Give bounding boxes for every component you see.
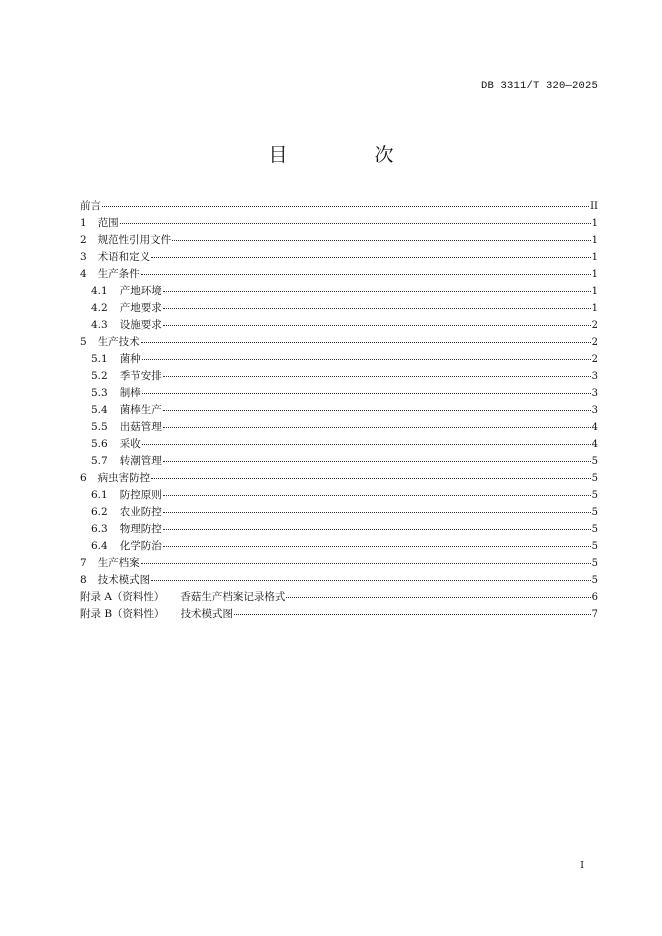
toc-entry-number: 6 (80, 472, 87, 484)
toc-entry-number: 3 (80, 251, 87, 263)
toc-entry[interactable] (80, 541, 598, 552)
toc-entry-page: 5 (591, 473, 598, 484)
toc-entry-label: 转潮管理 (119, 455, 162, 467)
toc-entry[interactable] (80, 524, 598, 535)
toc-entry-label: 防控原则 (119, 489, 162, 501)
toc-leader-dots (163, 426, 591, 428)
toc-entry-page: 2 (591, 337, 598, 348)
toc-leader-dots (151, 579, 590, 581)
toc-entry-label: 制棒 (119, 387, 141, 399)
toc-entry[interactable] (80, 320, 598, 331)
toc-entry[interactable] (80, 269, 598, 280)
toc-entry[interactable] (80, 473, 598, 484)
toc-entry-page: 5 (591, 541, 598, 552)
toc-leader-dots (163, 545, 591, 547)
toc-entry-page: 2 (591, 320, 598, 331)
toc-leader-dots (151, 477, 590, 479)
toc-leader-dots (163, 460, 591, 462)
toc-entry-number: 7 (80, 557, 87, 569)
toc-entry-page: 1 (591, 286, 598, 297)
toc-entry-label: 季节安排 (119, 370, 162, 382)
toc-entry-number: 5.2 (91, 370, 108, 382)
toc-entry-number: 4 (80, 268, 87, 280)
toc-entry-label: 香菇生产档案记录格式 (180, 591, 286, 603)
toc-entry[interactable] (80, 201, 598, 212)
toc-entry-page: 5 (591, 490, 598, 501)
toc-entry-label: 出菇管理 (119, 421, 162, 433)
toc-entry-number: 附录 B（资料性） (80, 608, 165, 620)
toc-entry-page: 3 (591, 405, 598, 416)
toc-leader-dots (120, 222, 591, 224)
toc-leader-dots (234, 613, 591, 615)
toc-entry-number: 5.3 (91, 387, 108, 399)
toc-leader-dots (142, 358, 591, 360)
toc-entry-page: 2 (591, 354, 598, 365)
toc-leader-dots (142, 443, 591, 445)
toc-entry-number: 8 (80, 574, 87, 586)
toc-entry[interactable] (80, 575, 598, 586)
toc-entry[interactable] (80, 456, 598, 467)
toc-entry-number: 5.4 (91, 404, 108, 416)
toc-entry[interactable] (80, 303, 598, 314)
toc-entry-page: 3 (591, 388, 598, 399)
toc-leader-dots (102, 205, 589, 207)
toc-entry-label: 前言 (80, 200, 101, 212)
toc-leader-dots (141, 341, 591, 343)
toc-entry-label: 农业防控 (119, 506, 162, 518)
toc-entry-label: 技术模式图 (180, 608, 234, 620)
toc-entry-label: 生产条件 (97, 268, 140, 280)
toc-leader-dots (163, 324, 591, 326)
toc-entry-page: II (590, 201, 598, 212)
toc-entry-page: 5 (591, 524, 598, 535)
toc-entry-number: 5.7 (91, 455, 108, 467)
toc-entry[interactable] (80, 252, 598, 263)
toc-entry[interactable] (80, 337, 598, 348)
toc-entry-number: 4.3 (91, 319, 108, 331)
toc-entry-label: 采收 (119, 438, 141, 450)
toc-entry-label: 规范性引用文件 (97, 234, 172, 246)
toc-entry-label: 菌棒生产 (119, 404, 162, 416)
toc-leader-dots (163, 494, 591, 496)
toc-entry-page: 7 (591, 609, 598, 620)
toc-entry-label: 技术模式图 (97, 574, 151, 586)
toc-entry[interactable] (80, 609, 598, 620)
table-of-contents (80, 201, 598, 626)
page-number: I (580, 860, 584, 871)
toc-entry-number: 6.3 (91, 523, 108, 535)
toc-entry[interactable] (80, 388, 598, 399)
toc-entry-page: 4 (591, 422, 598, 433)
toc-leader-dots (286, 596, 590, 598)
toc-leader-dots (163, 511, 591, 513)
toc-entry-label: 生产档案 (97, 557, 140, 569)
toc-entry[interactable] (80, 405, 598, 416)
toc-entry[interactable] (80, 371, 598, 382)
toc-entry-number: 5 (80, 336, 87, 348)
toc-entry-number: 6.1 (91, 489, 108, 501)
toc-entry-page: 1 (591, 218, 598, 229)
toc-entry-page: 1 (591, 269, 598, 280)
toc-entry-label: 生产技术 (97, 336, 140, 348)
toc-entry-page: 5 (591, 558, 598, 569)
toc-entry-label: 化学防治 (119, 540, 162, 552)
toc-entry-number: 6.4 (91, 540, 108, 552)
toc-entry-label: 物理防控 (119, 523, 162, 535)
toc-entry-label: 术语和定义 (97, 251, 151, 263)
toc-entry-page: 4 (591, 439, 598, 450)
toc-entry-page: 3 (591, 371, 598, 382)
toc-entry-page: 5 (591, 507, 598, 518)
toc-entry-label: 产地环境 (119, 285, 162, 297)
toc-leader-dots (142, 392, 591, 394)
toc-entry[interactable] (80, 490, 598, 501)
toc-entry-label: 范围 (97, 217, 119, 229)
toc-entry-page: 5 (591, 456, 598, 467)
toc-entry[interactable] (80, 235, 598, 246)
toc-entry[interactable] (80, 507, 598, 518)
toc-entry-label: 设施要求 (119, 319, 162, 331)
toc-entry-number: 4.1 (91, 285, 108, 297)
toc-entry[interactable] (80, 558, 598, 569)
toc-leader-dots (163, 528, 591, 530)
toc-leader-dots (141, 562, 591, 564)
toc-leader-dots (163, 290, 591, 292)
toc-leader-dots (151, 256, 590, 258)
toc-entry-page: 6 (591, 592, 598, 603)
toc-entry-number: 1 (80, 217, 87, 229)
toc-entry-label: 病虫害防控 (97, 472, 151, 484)
toc-leader-dots (172, 239, 590, 241)
toc-entry[interactable] (80, 439, 598, 450)
document-code: DB 3311/T 320—2025 (480, 80, 598, 92)
toc-entry-number: 5.5 (91, 421, 108, 433)
toc-entry-number: 4.2 (91, 302, 108, 314)
toc-entry[interactable] (80, 354, 598, 365)
toc-leader-dots (163, 307, 591, 309)
toc-entry[interactable] (80, 286, 598, 297)
toc-entry-page: 5 (591, 575, 598, 586)
toc-entry-number: 6.2 (91, 506, 108, 518)
toc-entry[interactable] (80, 592, 598, 603)
toc-entry-page: 1 (591, 252, 598, 263)
toc-entry-label: 产地要求 (119, 302, 162, 314)
toc-entry-number: 2 (80, 234, 87, 246)
toc-entry-page: 1 (591, 235, 598, 246)
toc-leader-dots (163, 375, 591, 377)
toc-entry-page: 1 (591, 303, 598, 314)
toc-title: 目 次 (268, 144, 428, 166)
toc-entry-number: 5.1 (91, 353, 108, 365)
toc-entry-label: 菌种 (119, 353, 141, 365)
toc-leader-dots (141, 273, 591, 275)
toc-entry-number: 附录 A（资料性） (80, 591, 165, 603)
toc-leader-dots (163, 409, 591, 411)
toc-entry[interactable] (80, 422, 598, 433)
toc-entry-number: 5.6 (91, 438, 108, 450)
toc-entry[interactable] (80, 218, 598, 229)
